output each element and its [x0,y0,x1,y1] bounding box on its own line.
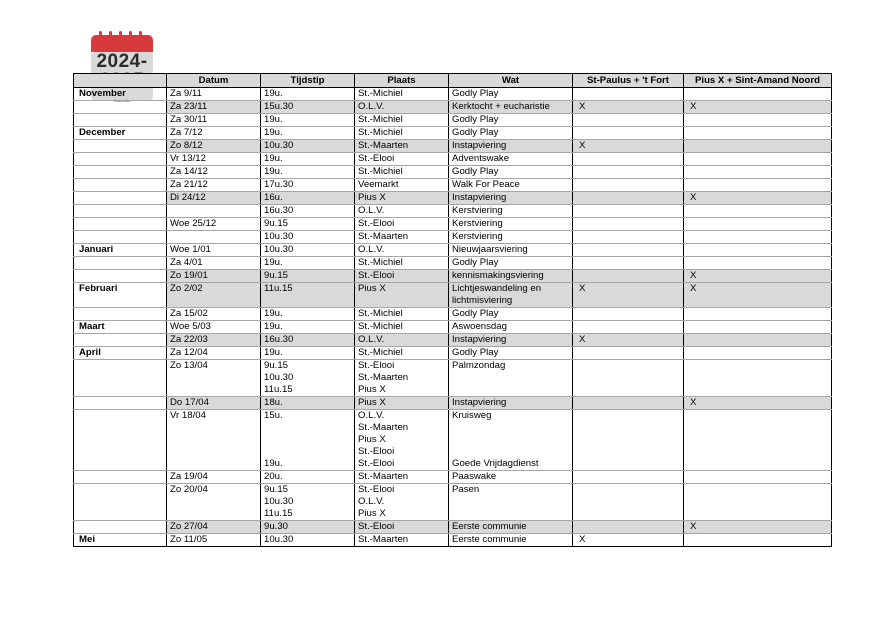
table-row [74,334,832,347]
plaats-cell-line: O.L.V. [358,410,385,421]
pius-x-mark [684,218,832,231]
month-cell [74,166,167,179]
plaats-cell: St.-Elooi [355,270,449,283]
table-row [74,218,832,231]
datum-cell [167,205,261,218]
tijdstip-cell [261,410,355,471]
datum-cell: Za 14/12 [167,166,261,179]
month-cell: Januari [74,244,167,257]
tijdstip-cell: 9u.15 [261,270,355,283]
datum-cell: Za 4/01 [167,257,261,270]
datum-cell: Woe 1/01 [167,244,261,257]
tijdstip-cell-line [264,422,351,434]
wat-cell-line: Goede Vrijdagdienst [452,458,539,469]
st-paulus-mark: X [573,534,684,547]
table-row [74,257,832,270]
tijdstip-cell: 19u. [261,321,355,334]
plaats-cell-line: St.-Maarten [358,372,409,383]
plaats-cell: St.-Maarten [355,140,449,153]
tijdstip-cell [261,360,355,397]
plaats-cell: St.-Michiel [355,127,449,140]
datum-cell: Za 15/02 [167,308,261,321]
tijdstip-cell: 11u.15 [261,283,355,308]
table-row [74,179,832,192]
plaats-cell-line: St.-Elooi [358,484,395,495]
month-cell: November [74,88,167,101]
month-cell [74,101,167,114]
tijdstip-cell-line: 10u.30 [264,372,294,383]
tijdstip-cell-line: 9u.15 [264,484,289,495]
table-row [74,484,832,521]
plaats-cell: St.-Maarten [355,231,449,244]
wat-cell: Kerstviering [449,205,573,218]
tijdstip-cell: 17u.30 [261,179,355,192]
tijdstip-cell-line: 11u.15 [264,508,293,519]
wat-cell: Eerste communie [449,534,573,547]
tijdstip-cell-line: 10u.30 [264,496,294,507]
month-cell [74,205,167,218]
plaats-cell: St.-Michiel [355,88,449,101]
st-paulus-mark: X [573,334,684,347]
st-paulus-mark [573,179,684,192]
header-row [74,74,832,88]
table-row [74,534,832,547]
datum-cell: Za 30/11 [167,114,261,127]
table-row [74,270,832,283]
table-row [74,205,832,218]
pius-x-mark: X [684,521,832,534]
tijdstip-cell: 10u.30 [261,140,355,153]
pius-x-mark: X [684,101,832,114]
tijdstip-cell-line [264,446,351,458]
tijdstip-cell: 19u. [261,114,355,127]
month-cell: December [74,127,167,140]
wat-cell-line: Kruisweg [452,410,492,421]
st-paulus-mark: X [573,283,684,308]
header-tijdstip: Tijdstip [261,74,355,88]
tijdstip-cell: 19u. [261,166,355,179]
header-pius-x-sint-amand: Pius X + Sint-Amand Noord [684,74,832,88]
datum-cell: Zo 20/04 [167,484,261,521]
plaats-cell: St.-Maarten [355,471,449,484]
plaats-cell: St.-Elooi [355,521,449,534]
pius-x-mark: X [684,283,832,308]
st-paulus-mark [573,166,684,179]
month-cell [74,179,167,192]
wat-cell: Godly Play [449,127,573,140]
st-paulus-mark [573,205,684,218]
tijdstip-cell: 19u. [261,257,355,270]
table-row [74,244,832,257]
plaats-cell: Pius X [355,192,449,205]
month-cell [74,471,167,484]
tijdstip-cell: 16u.30 [261,205,355,218]
table-row [74,283,832,308]
st-paulus-mark: X [573,140,684,153]
tijdstip-cell: 19u. [261,127,355,140]
datum-cell: Za 7/12 [167,127,261,140]
plaats-cell: St.-Michiel [355,308,449,321]
wat-cell: Kerstviering [449,218,573,231]
pius-x-mark [684,360,832,397]
plaats-cell-line: St.-Elooi [358,360,395,371]
table-row [74,308,832,321]
tijdstip-cell-line: 9u.15 [264,360,289,371]
plaats-cell: St.-Michiel [355,114,449,127]
month-cell: April [74,347,167,360]
wat-cell: Palmzondag [449,360,573,397]
pius-x-mark [684,321,832,334]
tijdstip-cell: 16u.30 [261,334,355,347]
month-cell [74,410,167,471]
tijdstip-cell-line: 11u.15 [264,384,293,395]
pius-x-mark [684,231,832,244]
month-cell: Maart [74,321,167,334]
datum-cell: Vr 18/04 [167,410,261,471]
tijdstip-cell-line: 15u. [264,410,283,421]
plaats-cell: O.L.V. [355,205,449,218]
table-row [74,521,832,534]
tijdstip-cell: 10u.30 [261,534,355,547]
plaats-cell: Pius X [355,397,449,410]
table-row [74,471,832,484]
table-row [74,101,832,114]
wat-cell: Instapviering [449,334,573,347]
plaats-cell: St.-Michiel [355,166,449,179]
plaats-cell-line: O.L.V. [358,496,385,507]
pius-x-mark [684,127,832,140]
logo-caption: Calendar [113,98,131,103]
wat-cell-line [452,434,569,446]
table-row [74,166,832,179]
table-row [74,360,832,397]
plaats-cell: St.-Michiel [355,321,449,334]
plaats-cell: St.-Elooi [355,218,449,231]
datum-cell: Zo 13/04 [167,360,261,397]
st-paulus-mark [573,397,684,410]
table-row [74,410,832,471]
month-cell [74,192,167,205]
tijdstip-cell: 9u.15 [261,218,355,231]
month-cell [74,521,167,534]
tijdstip-cell: 19u. [261,308,355,321]
tijdstip-cell-line [264,434,351,446]
tijdstip-cell: 20u. [261,471,355,484]
plaats-cell-line: St.-Elooi [358,458,395,469]
tijdstip-cell-line: 19u. [264,458,283,469]
pius-x-mark [684,471,832,484]
plaats-cell: St.-Michiel [355,257,449,270]
datum-cell: Zo 2/02 [167,283,261,308]
wat-cell: Instapviering [449,192,573,205]
wat-cell-line [452,446,569,458]
st-paulus-mark [573,127,684,140]
tijdstip-cell: 10u.30 [261,244,355,257]
pius-x-mark [684,308,832,321]
month-cell [74,484,167,521]
tijdstip-cell: 16u. [261,192,355,205]
st-paulus-mark [573,360,684,397]
st-paulus-mark [573,114,684,127]
table-row [74,127,832,140]
datum-cell: Za 19/04 [167,471,261,484]
datum-cell: Vr 13/12 [167,153,261,166]
wat-cell-line: lichtmisviering [452,295,513,306]
wat-cell: Godly Play [449,308,573,321]
wat-cell: Walk For Peace [449,179,573,192]
month-cell [74,231,167,244]
wat-cell [449,283,573,308]
plaats-cell: Veemarkt [355,179,449,192]
st-paulus-mark [573,321,684,334]
month-cell [74,397,167,410]
wat-cell: Godly Play [449,88,573,101]
logo-year: 2024- [96,51,148,72]
month-cell [74,140,167,153]
month-cell: Februari [74,283,167,308]
table-row [74,321,832,334]
st-paulus-mark [573,521,684,534]
pius-x-mark [684,244,832,257]
datum-cell: Za 9/11 [167,88,261,101]
table-row [74,114,832,127]
wat-cell: Godly Play [449,166,573,179]
pius-x-mark [684,334,832,347]
month-cell: Mei [74,534,167,547]
pius-x-mark [684,153,832,166]
datum-cell: Za 22/03 [167,334,261,347]
st-paulus-mark: X [573,101,684,114]
datum-cell: Zo 11/05 [167,534,261,547]
pius-x-mark [684,484,832,521]
tijdstip-cell: 19u. [261,88,355,101]
st-paulus-mark [573,153,684,166]
datum-cell: Zo 27/04 [167,521,261,534]
tijdstip-cell: 18u. [261,397,355,410]
wat-cell: Kerktocht + eucharistie [449,101,573,114]
header-plaats: Plaats [355,74,449,88]
datum-cell: Za 21/12 [167,179,261,192]
table-row [74,88,832,101]
wat-cell: Godly Play [449,347,573,360]
pius-x-mark: X [684,397,832,410]
st-paulus-mark [573,244,684,257]
plaats-cell [355,360,449,397]
month-cell [74,257,167,270]
datum-cell [167,231,261,244]
st-paulus-mark [573,347,684,360]
month-cell [74,270,167,283]
month-cell [74,153,167,166]
plaats-cell: Pius X [355,283,449,308]
plaats-cell: St.-Maarten [355,534,449,547]
st-paulus-mark [573,270,684,283]
plaats-cell-line: Pius X [358,384,386,395]
datum-cell: Di 24/12 [167,192,261,205]
st-paulus-mark [573,257,684,270]
datum-cell: Do 17/04 [167,397,261,410]
wat-cell: Godly Play [449,257,573,270]
schedule-body [74,88,832,547]
tijdstip-cell: 10u.30 [261,231,355,244]
wat-cell: Aswoensdag [449,321,573,334]
tijdstip-cell: 15u.30 [261,101,355,114]
wat-cell: Pasen [449,484,573,521]
schedule-table [73,73,832,547]
header-datum: Datum [167,74,261,88]
st-paulus-mark [573,484,684,521]
plaats-cell: O.L.V. [355,334,449,347]
header-month [74,74,167,88]
table-row [74,231,832,244]
wat-cell: Instapviering [449,140,573,153]
pius-x-mark [684,257,832,270]
st-paulus-mark [573,231,684,244]
table-row [74,153,832,166]
tijdstip-cell: 19u. [261,153,355,166]
plaats-cell [355,484,449,521]
wat-cell: Adventswake [449,153,573,166]
plaats-cell-line: St.-Maarten [358,422,409,433]
tijdstip-cell [261,484,355,521]
pius-x-mark [684,88,832,101]
st-paulus-mark [573,218,684,231]
datum-cell: Za 23/11 [167,101,261,114]
wat-cell: Nieuwjaarsviering [449,244,573,257]
datum-cell: Zo 19/01 [167,270,261,283]
wat-cell-line: Lichtjeswandeling en [452,283,542,294]
wat-cell: kennismakingsviering [449,270,573,283]
month-cell [74,218,167,231]
pius-x-mark [684,114,832,127]
wat-cell: Paaswake [449,471,573,484]
header-st-paulus-fort: St-Paulus + 't Fort [573,74,684,88]
datum-cell: Woe 5/03 [167,321,261,334]
pius-x-mark [684,179,832,192]
pius-x-mark [684,205,832,218]
table-row [74,397,832,410]
month-cell [74,308,167,321]
wat-cell: Instapviering [449,397,573,410]
month-cell [74,334,167,347]
table-row [74,140,832,153]
table-row [74,192,832,205]
month-cell [74,114,167,127]
pius-x-mark [684,166,832,179]
wat-cell: Godly Play [449,114,573,127]
plaats-cell: St.-Elooi [355,153,449,166]
pius-x-mark: X [684,192,832,205]
wat-cell: Eerste communie [449,521,573,534]
wat-cell: Kerstviering [449,231,573,244]
pius-x-mark [684,140,832,153]
st-paulus-mark [573,88,684,101]
datum-cell: Za 12/04 [167,347,261,360]
plaats-cell: St.-Michiel [355,347,449,360]
tijdstip-cell: 19u. [261,347,355,360]
wat-cell-line [452,422,569,434]
plaats-cell [355,410,449,471]
st-paulus-mark [573,192,684,205]
pius-x-mark [684,410,832,471]
plaats-cell-line: Pius X [358,434,386,445]
st-paulus-mark [573,410,684,471]
plaats-cell-line: Pius X [358,508,386,519]
pius-x-mark: X [684,270,832,283]
plaats-cell: O.L.V. [355,101,449,114]
header-wat: Wat [449,74,573,88]
st-paulus-mark [573,471,684,484]
datum-cell: Woe 25/12 [167,218,261,231]
datum-cell: Zo 8/12 [167,140,261,153]
pius-x-mark [684,534,832,547]
table-row [74,347,832,360]
plaats-cell: O.L.V. [355,244,449,257]
plaats-cell-line: St.-Elooi [358,446,395,457]
pius-x-mark [684,347,832,360]
st-paulus-mark [573,308,684,321]
tijdstip-cell: 9u.30 [261,521,355,534]
wat-cell [449,410,573,471]
month-cell [74,360,167,397]
